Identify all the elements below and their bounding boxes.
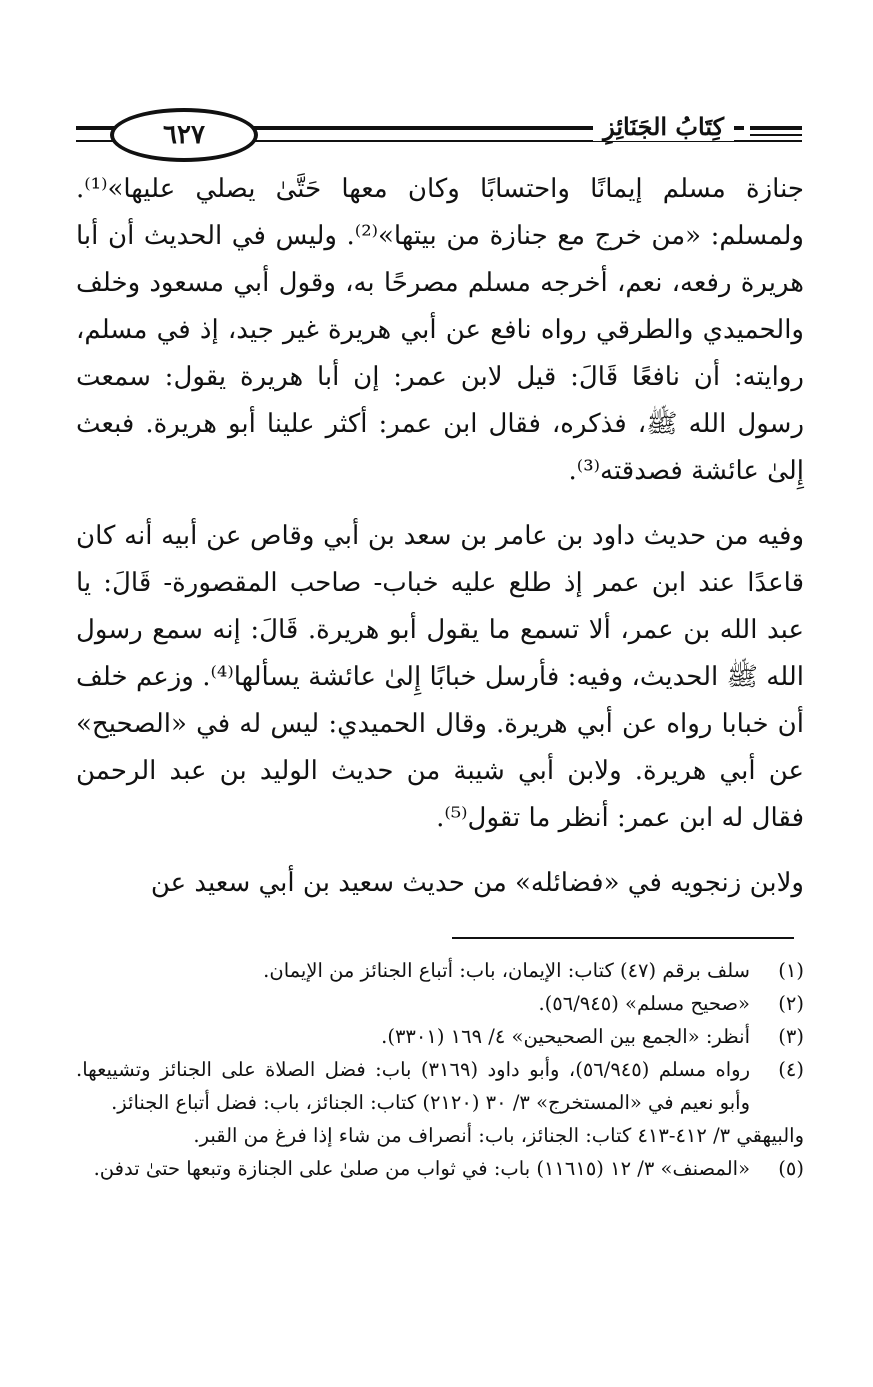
footnote-4: (٤) رواه مسلم (٥٦/٩٤٥)، وأبو داود (٣١٦٩) باب: فضل الصلاة على الجنائز وتشييعها. وأبو نعيم في «المستخرج» ٣/ ٣٠ (٢١٢٠) كتاب: الجنائز، باب: فضل أتباع الجنائز. bbox=[76, 1058, 804, 1114]
book-title: كِتَابُ الجَنَائِزِ bbox=[593, 112, 734, 141]
footnotes bbox=[76, 954, 804, 1185]
page-number: ٦٢٧ bbox=[110, 108, 258, 162]
main-text bbox=[76, 166, 804, 907]
footnote-4-continued: والبيهقي ٣/ ٤١٢-٤١٣ كتاب: الجنائز، باب: أنصراف من شاء إذا فرغ من القبر. bbox=[193, 1124, 804, 1147]
footnote-separator bbox=[452, 937, 794, 939]
footnote-5: (٥) «المصنف» ٣/ ١٢ (١١٦١٥) باب: في ثواب من صلىٰ على الجنازة وتبعها حتىٰ تدفن. bbox=[93, 1157, 804, 1180]
paragraph-1: جنازة مسلم إيمانًا واحتسابًا وكان معها حَتَّىٰ يصلي عليها»⁽¹⁾. ولمسلم: «من خرج مع جنازة من بيتها»⁽²⁾. وليس في الحديث أن أبا هريرة رفعه، نعم، أخرجه مسلم مصرحًا به، وقول أبي مسعود وخلف والحميدي والطرقي رواه نافع عن أبي هريرة غير جيد، إذ في مسلم، روايته: أن نافعًا قَالَ: قيل لابن عمر: إن أبا هريرة يقول: سمعت رسول الله ﷺ، فذكره، فقال ابن عمر: أكثر علينا أبو هريرة. فبعث إِلىٰ عائشة فصدقته⁽³⁾. bbox=[76, 174, 804, 486]
page-header bbox=[76, 108, 802, 158]
paragraph-2: وفيه من حديث داود بن عامر بن سعد بن أبي وقاص عن أبيه أنه كان قاعدًا عند ابن عمر إذ طلع عليه خباب- صاحب المقصورة- قَالَ: يا عبد الله بن عمر، ألا تسمع ما يقول أبو هريرة. قَالَ: إنه سمع رسول الله ﷺ الحديث، وفيه: فأرسل خبابًا إِلىٰ عائشة يسألها⁽⁴⁾. وزعم خلف أن خبابا رواه عن أبي هريرة. وقال الحميدي: ليس له في «الصحيح» عن أبي هريرة. ولابن أبي شيبة من حديث الوليد بن عبد الرحمن فقال له ابن عمر: أنظر ما تقول⁽⁵⁾. bbox=[76, 521, 804, 833]
paragraph-3: ولابن زنجويه في «فضائله» من حديث سعيد بن أبي سعيد عن bbox=[150, 868, 804, 898]
footnote-1: (١) سلف برقم (٤٧) كتاب: الإيمان، باب: أتباع الجنائز من الإيمان. bbox=[263, 959, 804, 982]
footnote-2: (٢) «صحيح مسلم» (٥٦/٩٤٥). bbox=[538, 992, 804, 1015]
header-rule-end bbox=[744, 126, 802, 136]
footnote-3: (٣) أنظر: «الجمع بين الصحيحين» ٤/ ١٦٩ (٣٣٠١). bbox=[381, 1025, 804, 1048]
